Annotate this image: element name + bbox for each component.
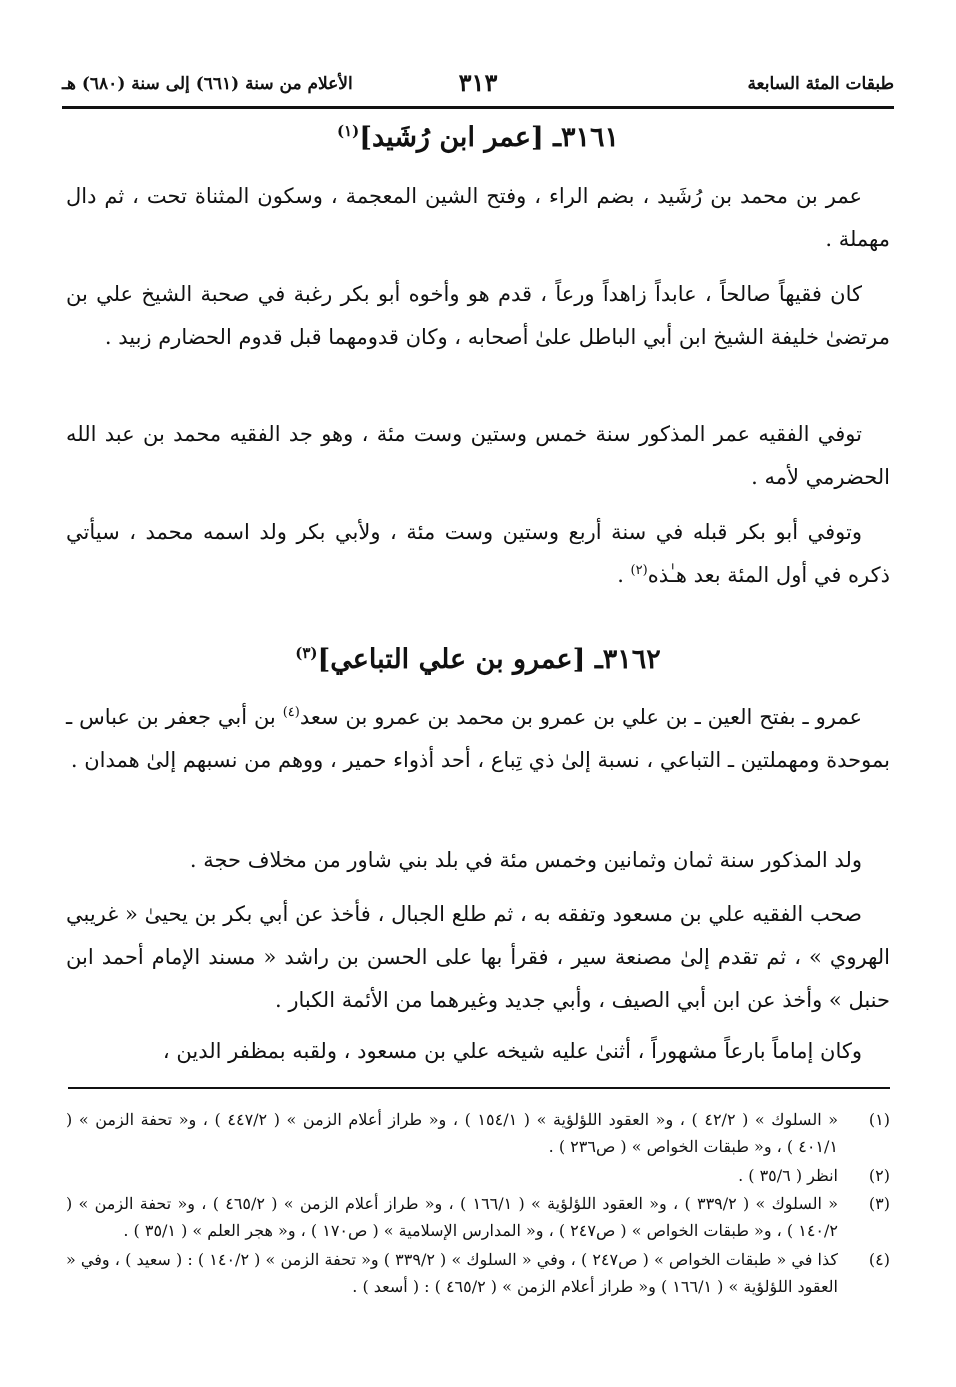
footnote-rule [68, 1087, 890, 1089]
entry-title-3161 [62, 122, 894, 153]
paragraph-text: . [617, 563, 631, 587]
footnote-ref: (٢) [630, 563, 648, 578]
footnote-number: (٤) [868, 1250, 890, 1269]
footnote-ref: (٣) [295, 644, 318, 662]
paragraph: ولد المذكور سنة ثمان وثمانين وخمس مئة في بلد بني شاور من مخلاف حجة . [189, 848, 862, 872]
footnote [66, 1106, 890, 1160]
paragraph: عمر بن محمد بن رُشَيد ، بضم الراء ، وفتح الشين المعجمة ، وسكون المثناة تحت ، ثم دال مهملة . [66, 184, 890, 251]
paragraph: وكان إماماً بارعاً مشهوراً ، أثنىٰ عليه شيخه علي بن مسعود ، ولقبه بمظفر الدين ، [162, 1039, 862, 1063]
paragraph: صحب الفقيه علي بن مسعود وتفقه به ، ثم طلع الجبال ، فأخذ عن أبي بكر بن يحيىٰ « غريبي الهروي » ، ثم تقدم إلىٰ مصنعة سير ، فقرأ بها على الحسن بن راشد « مسند الإمام أحمد ابن حنبل » وأخذ عن ابن أبي الصيف ، وأبي جديد وغيرهما من الأئمة الكبار . [66, 902, 890, 1012]
running-header [62, 70, 894, 104]
paragraph: توفي الفقيه عمر المذكور سنة خمس وستين وست مئة ، وهو جد الفقيه محمد بن عبد الله الحضرمي لأمه . [66, 422, 890, 489]
paragraph-text: وتوفي أبو بكر قبله في سنة أربع وستين وست مئة ، ولأبي بكر ولد اسمه محمد ، سيأتي ذكره في أول المئة بعد هـٰذه [66, 520, 890, 587]
header-range-title: الأعلام من سنة (٦٦١) إلى سنة (٦٨٠) هـ [62, 74, 353, 94]
footnote-text: كذا في « طبقات الخواص » ( ص٢٤٧ ) ، وفي « السلوك » ( ٣٣٩/٢ ) و« تحفة الزمن » ( ١٤٠/٢ ) : ( سعيد ) ، وفي « العقود اللؤلؤية » ( ١٦٦/١ ) و« طراز أعلام الزمن » ( ٤٦٥/٢ ) : ( أسعد ) . [66, 1250, 838, 1296]
paragraph: كان فقيهاً صالحاً ، عابداً زاهداً ورعاً ، قدم هو وأخوه أبو بكر رغبة في صحبة الشيخ علي بن مرتضىٰ خليفة الشيخ ابن أبي الباطل علىٰ أصحابه ، وكان قدومهما قبل قدوم الحضارم زبيد . [66, 282, 890, 349]
paragraph-text: بن أبي جعفر بن عباس ـ بموحدة ومهملتين ـ التباعي ، نسبة إلىٰ ذي تِباع ، أحد أذواء حمير ، ووهم من نسبهم إلىٰ همدان . [66, 705, 890, 772]
page-number: ٣١٣ [458, 68, 498, 97]
header-rule [62, 106, 894, 109]
header-section-title: طبقات المئة السابعة [747, 74, 894, 94]
paragraph [66, 696, 890, 782]
entry-title-text: ٣١٦١ـ [عمر ابن رُشَيد] [359, 122, 620, 153]
footnote [66, 1162, 890, 1189]
entry-title-text: ٣١٦٢ـ [عمرو بن علي التباعي] [317, 644, 661, 675]
footnote-text: « السلوك » ( ٤٢/٢ ) ، و« العقود اللؤلؤية » ( ١٥٤/١ ) ، و« طراز أعلام الزمن » ( ٤٤٧/٢ ) ، و« تحفة الزمن » ( ٤٠١/١ ) ، و« طبقات الخواص » ( ص٢٣٦ ) . [66, 1110, 839, 1156]
footnote [66, 1246, 890, 1300]
footnote [66, 1190, 890, 1244]
entry-title-3162 [62, 644, 894, 675]
paragraph [66, 511, 890, 597]
footnote-ref: (٤) [282, 705, 300, 720]
footnote-number: (١) [868, 1110, 890, 1129]
footnote-ref: (١) [336, 122, 360, 140]
footnote-number: (٢) [868, 1166, 890, 1185]
footnote-number: (٣) [868, 1194, 890, 1213]
paragraph-text: عمرو ـ بفتح العين ـ بن علي بن عمرو بن محمد بن عمرو بن سعد [299, 705, 862, 729]
footnote-text: انظر ( ٣٥/٦ ) . [738, 1166, 838, 1185]
footnote-text: « السلوك » ( ٣٣٩/٢ ) ، و« العقود اللؤلؤية » ( ١٦٦/١ ) ، و« طراز أعلام الزمن » ( ٤٦٥/٢ ) ، و« تحفة الزمن » ( ١٤٠/٢ ) ، و« طبقات الخواص » ( ص٢٤٧ ) ، و« المدارس الإسلامية » ( ص١٧٠ ) ، و« هجر العلم » ( ٣٥/١ ) . [66, 1194, 838, 1240]
